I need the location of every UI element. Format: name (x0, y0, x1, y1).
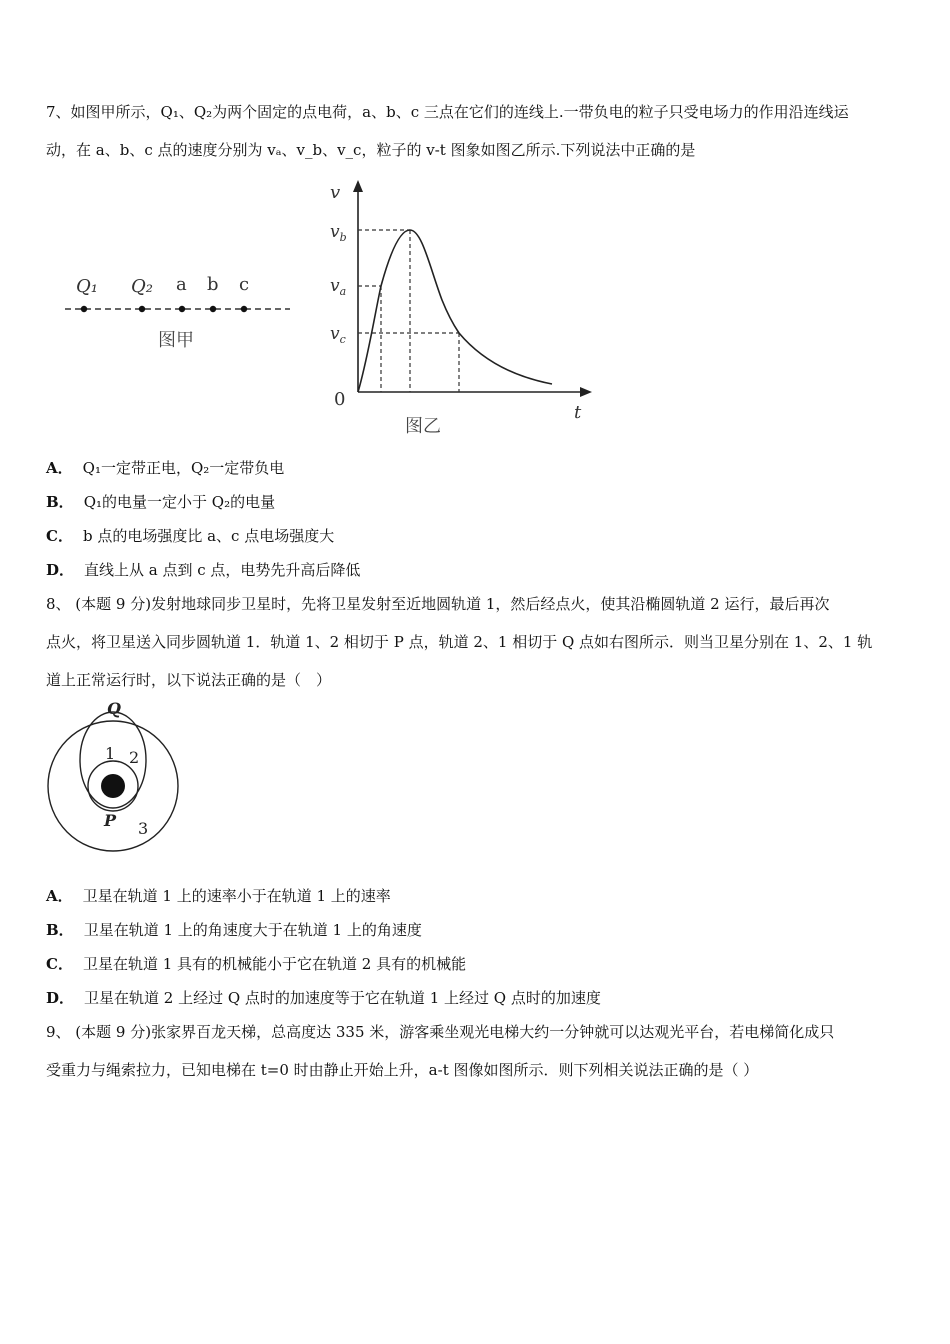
q7-option-a[interactable]: A． Q₁一定带正电，Q₂一定带负电 (46, 459, 285, 477)
label-orbit-1: 1 (105, 744, 116, 763)
label-a: a (176, 274, 187, 295)
point-q1 (81, 306, 87, 312)
origin-label: 0 (334, 389, 346, 410)
label-q: Q (107, 699, 121, 718)
figure-jia (60, 268, 300, 358)
t-axis-label: t (574, 402, 582, 423)
q8-option-d[interactable]: D． 卫星在轨道 2 上经过 Q 点时的加速度等于它在轨道 1 上经过 Q 点时的加速度 (46, 989, 601, 1007)
point-a (179, 306, 185, 312)
vt-curve (358, 230, 552, 392)
label-orbit-3: 3 (138, 819, 149, 838)
q7-stem-line2: 动，在 a、b、c 点的速度分别为 vₐ、v_b、v_c，粒子的 v-t 图象如图乙所示.下列说法中正确的是 (46, 141, 696, 159)
point-q2 (139, 306, 145, 312)
q7-option-b[interactable]: B． Q₁的电量一定小于 Q₂的电量 (46, 493, 276, 511)
caption-yi: 图乙 (405, 416, 441, 437)
label-b: b (207, 274, 219, 295)
q9-stem-line2: 受重力与绳索拉力，已知电梯在 t=0 时由静止开始上升，a-t 图像如图所示．则下列相关说法正确的是（ ） (46, 1061, 759, 1079)
label-q2: Q₂ (131, 276, 153, 297)
earth (101, 774, 125, 798)
caption-jia: 图甲 (158, 330, 194, 351)
q8-stem-line1: 8、 (本题 9 分)发射地球同步卫星时，先将卫星发射至近地圆轨道 1，然后经点火，使其沿椭圆轨道 2 运行，最后再次 (46, 595, 830, 613)
v-axis-arrow (353, 180, 363, 192)
vc-label: $v_c$ (330, 324, 346, 346)
t-axis-arrow (580, 387, 592, 397)
figure-yi (320, 178, 600, 443)
label-q1: Q₁ (76, 276, 98, 297)
q9-stem-line1: 9、 (本题 9 分)张家界百龙天梯，总高度达 335 米，游客乘坐观光电梯大约一分钟就可以达观光平台，若电梯简化成只 (46, 1023, 835, 1041)
label-c: c (239, 274, 250, 295)
point-b (210, 306, 216, 312)
vb-label: $v_b$ (330, 222, 347, 244)
q7-stem-line1: 7、如图甲所示，Q₁、Q₂为两个固定的点电荷，a、b、c 三点在它们的连线上.一带负电的粒子只受电场力的作用沿连线运 (46, 103, 849, 121)
q7-option-c[interactable]: C． b 点的电场强度比 a、c 点电场强度大 (46, 527, 335, 545)
q8-stem-line3: 道上正常运行时，以下说法正确的是（ ） (46, 671, 332, 689)
label-orbit-2: 2 (129, 748, 140, 767)
point-c (241, 306, 247, 312)
v-axis-label: v (330, 182, 341, 203)
q7-option-d[interactable]: D． 直线上从 a 点到 c 点，电势先升高后降低 (46, 561, 361, 579)
label-p: P (104, 811, 117, 830)
q8-option-c[interactable]: C． 卫星在轨道 1 具有的机械能小于它在轨道 2 具有的机械能 (46, 955, 467, 973)
q8-option-a[interactable]: A． 卫星在轨道 1 上的速率小于在轨道 1 上的速率 (46, 887, 391, 905)
q8-stem-line2: 点火，将卫星送入同步圆轨道 1．轨道 1、2 相切于 P 点，轨道 2、1 相切于 Q 点如右图所示．则当卫星分别在 1、2、1 轨 (46, 633, 873, 651)
figure-orbits (40, 696, 190, 856)
va-label: $v_a$ (330, 276, 347, 298)
q8-option-b[interactable]: B． 卫星在轨道 1 上的角速度大于在轨道 1 上的角速度 (46, 921, 422, 939)
